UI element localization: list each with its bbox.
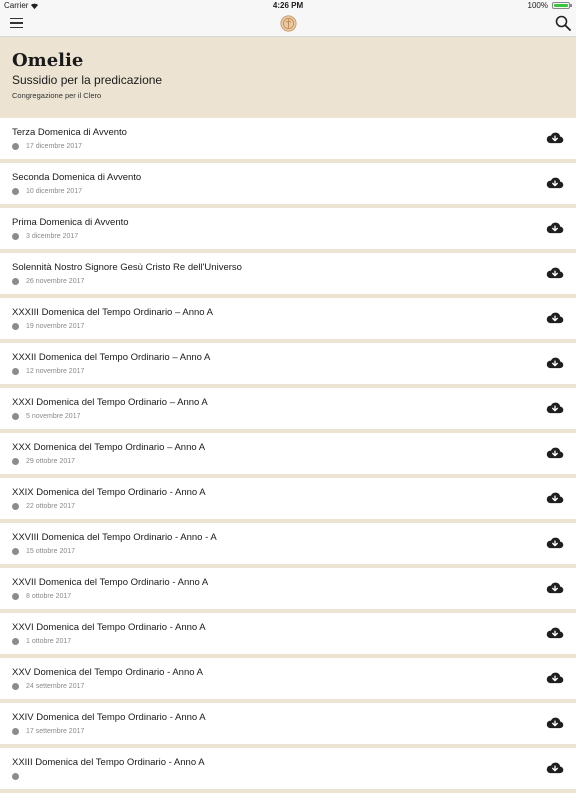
clock-icon — [12, 368, 19, 375]
item-date: 5 novembre 2017 — [26, 412, 81, 420]
cloud-download-icon[interactable] — [546, 401, 564, 415]
item-date: 17 dicembre 2017 — [26, 142, 83, 150]
list-item[interactable] — [0, 568, 576, 613]
list-item[interactable] — [0, 388, 576, 433]
clock-icon — [12, 503, 19, 510]
item-title: XXIII Domenica del Tempo Ordinario - Anno A — [12, 757, 205, 768]
menu-icon[interactable] — [10, 18, 23, 28]
clock-time: 4:26 PM — [272, 1, 304, 10]
clock-icon — [12, 323, 19, 330]
clock-icon — [12, 728, 19, 735]
clock-icon — [12, 593, 19, 600]
search-icon[interactable] — [555, 15, 571, 31]
item-title: XXVI Domenica del Tempo Ordinario - Anno A — [12, 622, 206, 633]
item-date: 15 ottobre 2017 — [26, 547, 76, 555]
clock-icon — [12, 683, 19, 690]
item-date: 26 novembre 2017 — [26, 277, 85, 285]
item-title: XXXIII Domenica del Tempo Ordinario – Anno A — [12, 307, 214, 318]
cloud-download-icon[interactable] — [546, 266, 564, 280]
clock-icon — [12, 548, 19, 555]
item-title: XXIX Domenica del Tempo Ordinario - Anno A — [12, 487, 206, 498]
clock-icon — [12, 413, 19, 420]
item-title: Seconda Domenica di Avvento — [12, 172, 142, 183]
nav-bar — [0, 12, 576, 37]
battery-percent: 100% — [527, 1, 548, 10]
list-item[interactable] — [0, 703, 576, 748]
clock-icon — [12, 458, 19, 465]
cloud-download-icon[interactable] — [546, 491, 564, 505]
cloud-download-icon[interactable] — [546, 716, 564, 730]
list-item[interactable] — [0, 613, 576, 658]
list-item[interactable] — [0, 523, 576, 568]
homily-list — [0, 118, 576, 793]
list-item[interactable] — [0, 208, 576, 253]
clock-icon — [12, 233, 19, 240]
list-item[interactable] — [0, 478, 576, 523]
item-date: 22 ottobre 2017 — [26, 502, 76, 510]
list-item[interactable] — [0, 253, 576, 298]
battery-icon — [552, 2, 570, 9]
cloud-download-icon[interactable] — [546, 446, 564, 460]
list-item[interactable] — [0, 658, 576, 703]
page-subtitle: Sussidio per la predicazione — [12, 73, 163, 87]
cloud-download-icon[interactable] — [546, 626, 564, 640]
list-item[interactable] — [0, 298, 576, 343]
item-title: Solennità Nostro Signore Gesù Cristo Re dell'Universo — [12, 262, 242, 273]
clock-icon — [12, 638, 19, 645]
page-title: Omelie — [12, 50, 84, 71]
cloud-download-icon[interactable] — [546, 221, 564, 235]
clock-icon — [12, 143, 19, 150]
cloud-download-icon[interactable] — [546, 581, 564, 595]
clock-icon — [12, 188, 19, 195]
carrier-label: Carrier — [4, 1, 29, 10]
item-date: 8 ottobre 2017 — [26, 592, 72, 600]
cloud-download-icon[interactable] — [546, 131, 564, 145]
organization-label: Congregazione per il Clero — [12, 91, 102, 100]
item-title: XXXI Domenica del Tempo Ordinario – Anno A — [12, 397, 208, 408]
cloud-download-icon[interactable] — [546, 536, 564, 550]
item-date: 17 settembre 2017 — [26, 727, 85, 735]
item-date: 24 settembre 2017 — [26, 682, 85, 690]
item-title: XXXII Domenica del Tempo Ordinario – Anno A — [12, 352, 211, 363]
item-title: Terza Domenica di Avvento — [12, 127, 127, 138]
emblem-logo[interactable] — [280, 15, 297, 32]
item-title: XXX Domenica del Tempo Ordinario – Anno A — [12, 442, 206, 453]
item-title: XXIV Domenica del Tempo Ordinario - Anno A — [12, 712, 206, 723]
item-title: Prima Domenica di Avvento — [12, 217, 129, 228]
item-title: XXVIII Domenica del Tempo Ordinario - Anno - A — [12, 532, 217, 543]
list-item[interactable] — [0, 118, 576, 163]
list-item[interactable] — [0, 433, 576, 478]
item-date: 1 ottobre 2017 — [26, 637, 72, 645]
cloud-download-icon[interactable] — [546, 671, 564, 685]
item-date: 19 novembre 2017 — [26, 322, 85, 330]
cloud-download-icon[interactable] — [546, 356, 564, 370]
clock-icon — [12, 773, 19, 780]
list-item[interactable] — [0, 163, 576, 208]
cloud-download-icon[interactable] — [546, 761, 564, 775]
cloud-download-icon[interactable] — [546, 176, 564, 190]
clock-icon — [12, 278, 19, 285]
item-date: 3 dicembre 2017 — [26, 232, 79, 240]
item-date: 10 dicembre 2017 — [26, 187, 83, 195]
cloud-download-icon[interactable] — [546, 311, 564, 325]
item-title: XXV Domenica del Tempo Ordinario - Anno A — [12, 667, 203, 678]
list-item[interactable] — [0, 748, 576, 793]
item-date: 12 novembre 2017 — [26, 367, 85, 375]
page-header — [0, 37, 576, 118]
status-bar — [0, 0, 576, 12]
item-title: XXVII Domenica del Tempo Ordinario - Anno A — [12, 577, 209, 588]
item-date: 29 ottobre 2017 — [26, 457, 76, 465]
list-item[interactable] — [0, 343, 576, 388]
